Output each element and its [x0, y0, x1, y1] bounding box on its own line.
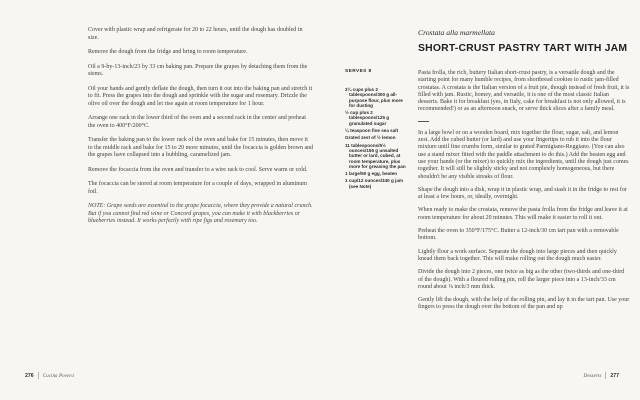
- serves-label: SERVES 8: [345, 69, 372, 74]
- ingredient-item: ½ cup plus 2 tablespoons/125 g granulated sugar: [345, 110, 390, 126]
- ingredient-item: ¼ teaspoon fine sea salt: [345, 128, 399, 134]
- recipe-step: Remove the focaccia from the oven and transfer to a wire rack to cool. Serve warm or cold.: [88, 166, 308, 173]
- recipe-step: Lightly flour a work surface. Separate the dough into large pieces and then quickly knead them back together. This will make rolling out the dough much easier.: [418, 248, 617, 262]
- left-page-footer: [25, 372, 74, 379]
- recipe-intro: Pasta frolla, the rich, buttery Italian short-crust pastry, is a versatile dough and the starting point for many humble recipes, from shortbread cookies to rustic jam-filled crostatas. A crostata is the Italian version of a fruit pie, though instead of fresh fruit, it is filled with jam. Rustic, homey, and versatile, it is one of the most classic Italian desserts. Bake it for breakfast (yes, in Italy, cake for breakfast is not only allowed, it is recommended!) or as an afternoon snack, or serve thick slices after a family meal.: [418, 70, 630, 113]
- chapter-title: Desserts: [583, 372, 602, 379]
- ingredient-item: 1 cup/12 ounces/340 g jam (see Note): [345, 178, 403, 189]
- recipe-step: Gently lift the dough, with the help of the rolling pin, and lay it in the tart pan. Use your fingers to press the dough over the bottom of the pan and up: [418, 297, 630, 311]
- recipe-step: In a large bowl or on a wooden board, mix together the flour, sugar, salt, and lemon zest. Add the cubed butter (or lard) and use your fingertips to rub it into the flour mixture until fine crumbs form, similar to grated Parmigiano-Reggiano. (You can also use a stand mixer fitted with the paddle attachment to do this.) Add the beaten egg and use your hands (or the mixer) to quickly mix the ingredients, until the dough just comes together. It will still be slightly sticky and not completely homogeneous, but there shouldn't be any visible streaks of flour.: [418, 129, 629, 180]
- right-page-footer: [583, 372, 619, 379]
- recipe-title: SHORT-CRUST PASTRY TART WITH JAM: [418, 43, 628, 54]
- book-title: Cucina Povera: [42, 372, 74, 379]
- recipe-step: Arrange one rack in the lower third of the oven and a second rack in the center and preheat the oven to 400°F/200°C.: [88, 115, 306, 129]
- recipe-step: Oil a 9-by-13-inch/23 by 33 cm baking pan. Prepare the grapes by detaching them from the stems.: [88, 63, 308, 77]
- page-number: 277: [610, 372, 619, 379]
- ingredient-item: Grated zest of ½ lemon: [345, 135, 396, 141]
- ingredient-item: 1 large/50 g egg, beaten: [345, 171, 398, 177]
- recipe-step: Cover with plastic wrap and refrigerate for 20 to 22 hours, until the dough has doubled in size.: [88, 27, 303, 41]
- recipe-step: When ready to make the crostata, remove the pasta frolla from the fridge and leave it at room temperature for about 20 minutes. This will make it easier to roll it out.: [418, 207, 628, 221]
- ingredients-list: [345, 87, 407, 189]
- recipe-step: Transfer the baking pan to the lower rack of the oven and bake for 15 minutes, then move it to the middle rack and bake for 15 to 20 more minutes, until the focaccia is golden brown and the grapes have collapsed into a bubbling, caramelized jam.: [88, 137, 314, 158]
- recipe-title-italian: Crostata alla marmellata: [418, 28, 495, 37]
- footer-divider: [605, 372, 606, 379]
- recipe-step: The focaccia can be stored at room temperature for a couple of days, wrapped in aluminum foil.: [88, 181, 307, 195]
- ingredients-sidebar: [345, 69, 407, 191]
- section-divider: [418, 121, 429, 122]
- recipe-note: NOTE: Grape seeds are essential to the grape focaccia, where they provide a natural crunch. But if you cannot find red wine or Concord grapes, you can make it with blackberries or blueberries instead. It works perfectly with ripe figs and rosemary too.: [88, 203, 313, 224]
- left-page-text-column: [88, 27, 314, 233]
- page-number: 276: [25, 372, 34, 379]
- right-page-text-column: [418, 28, 630, 318]
- recipe-step: Preheat the oven to 350°F/175°C. Butter a 12-inch/30 cm tart pan with a removable bottom.: [418, 228, 619, 242]
- recipe-step: Oil your hands and gently deflate the dough, then turn it out into the baking pan and stretch it to fit. Press the grapes into the dough and sprinkle with the sugar and rosemary. Drizzle the olive oil over the dough and let rise again at room temperature for 1 hour.: [88, 85, 313, 107]
- recipe-step: Remove the dough from the fridge and bring to room temperature.: [88, 49, 248, 55]
- ingredient-item: 11 tablespoons/5½ ounces/155 g unsalted butter or lard, cubed, at room temperature, plus more for greasing the pan: [345, 142, 406, 169]
- ingredient-item: 2¼ cups plus 2 tablespoons/300 g all-purpose flour, plus more for dusting: [345, 87, 403, 108]
- footer-divider: [38, 372, 39, 379]
- recipe-step: Shape the dough into a disk, wrap it in plastic wrap, and stash it in the fridge to rest for at least a few hours, or, ideally, overnight.: [418, 186, 627, 201]
- recipe-step: Divide the dough into 2 pieces, one twice as big as the other (two-thirds and one-third of the dough). With a floured rolling pin, roll the larger piece into a 13-inch/33 cm round about ⅛ inch/3 mm thick.: [418, 269, 625, 290]
